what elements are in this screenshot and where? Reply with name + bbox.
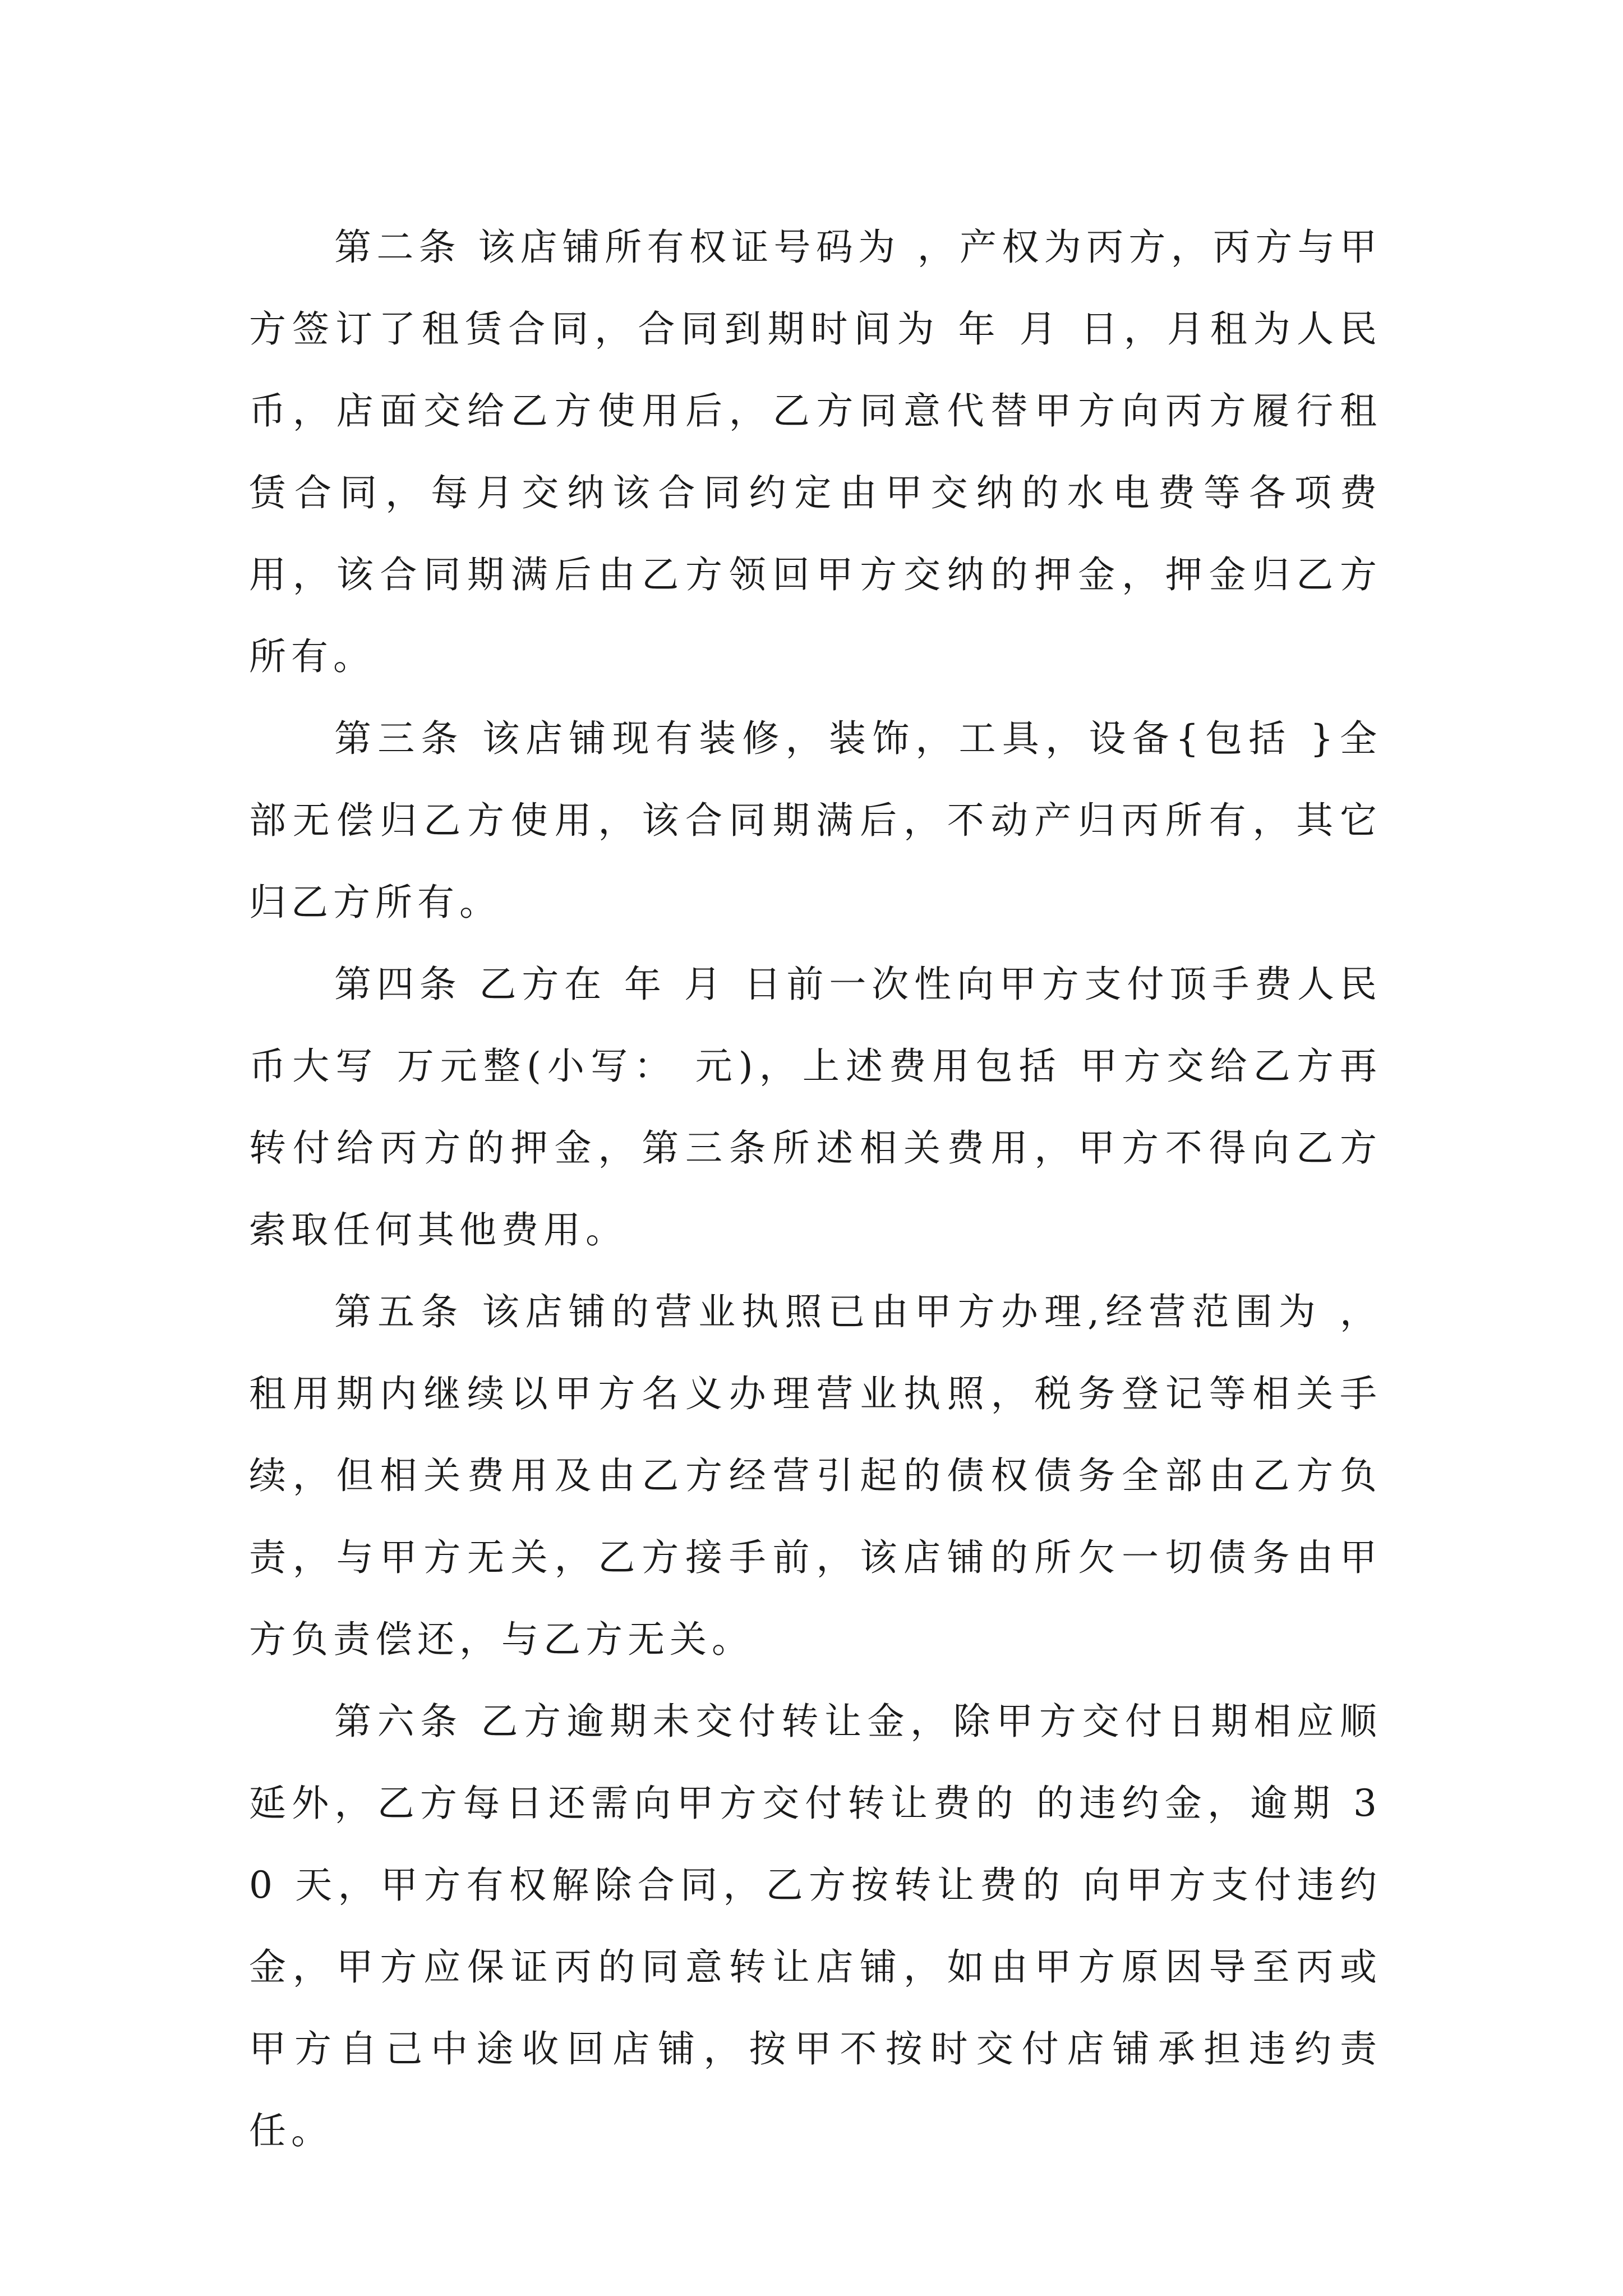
article-2: 第二条 该店铺所有权证号码为 ，产权为丙方，丙方与甲方签订了租赁合同，合同到期时间为 年 月 日，月租为人民币，店面交给乙方使用后，乙方同意代替甲方向丙方履行租赁合同，每月交纳该合同约定由甲交纳的水电费等各项费用，该合同期满后由乙方领回甲方交纳的押金，押金归乙方所有。 bbox=[249, 226, 1382, 678]
article-4: 第四条 乙方在 年 月 日前一次性向甲方支付顶手费人民币大写 万元整(小写： 元)，上述费用包括 甲方交给乙方再转付给丙方的押金，第三条所述相关费用，甲方不得向乙方索取任何其他费用。 bbox=[249, 963, 1382, 1251]
document-body bbox=[249, 206, 1382, 2172]
article-6: 第六条 乙方逾期未交付转让金，除甲方交付日期相应顺延外，乙方每日还需向甲方交付转让费的 的违约金，逾期 30 天，甲方有权解除合同，乙方按转让费的 向甲方支付违约金，甲方应保证丙的同意转让店铺，如由甲方原因导至丙或甲方自己中途收回店铺，按甲不按时交付店铺承担违约责任。 bbox=[249, 1700, 1382, 2152]
article-3: 第三条 该店铺现有装修，装饰，工具，设备{包括 }全部无偿归乙方使用，该合同期满后，不动产归丙所有，其它归乙方所有。 bbox=[249, 717, 1382, 924]
article-5: 第五条 该店铺的营业执照已由甲方办理,经营范围为 ，租用期内继续以甲方名义办理营业执照，税务登记等相关手续，但相关费用及由乙方经营引起的债权债务全部由乙方负责，与甲方无关，乙方接手前，该店铺的所欠一切债务由甲方负责偿还，与乙方无关。 bbox=[249, 1290, 1382, 1661]
